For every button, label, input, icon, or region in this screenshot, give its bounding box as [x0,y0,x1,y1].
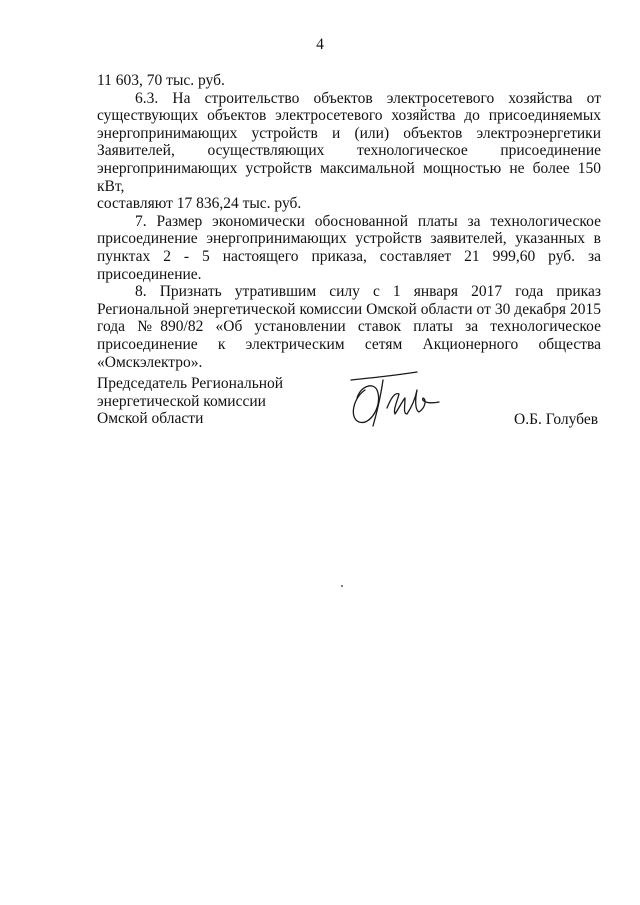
signer-title-line: Председатель Региональной [97,375,284,392]
signer-name: О.Б. Голубев [514,411,599,428]
handwritten-signature-icon [343,368,451,430]
paragraph-line: энергопринимающих устройств и (или) объектов электроэнергетики [97,124,601,142]
page-number: 4 [316,36,324,53]
document-body [97,72,601,371]
paragraph-line: 7. Размер экономически обоснованной платы за технологическое [135,212,601,230]
paragraph-line: 6.3. На строительство объектов электросетевого хозяйства от [135,89,601,107]
signer-title-line: энергетической комиссии [97,392,266,410]
signer-title [97,375,283,428]
paragraph-line: существующих объектов электросетевого хозяйства до присоединяемых [97,107,601,125]
paragraph-line: 8. Признать утратившим силу с 1 января 2017 года приказ [135,283,601,301]
paragraph-line: присоединение к электрическим сетям Акционерного общества [97,335,601,353]
paragraph-line: пунктах 2 - 5 настоящего приказа, составляет 21 999,60 руб. за [97,247,601,265]
paragraph-line: присоединение. [97,265,202,283]
paragraph-line: Заявителей, осуществляющих технологическое присоединение [97,142,601,160]
paragraph-line: «Омскэлектро». [97,353,203,371]
scan-speck [341,585,343,587]
paragraph-line: присоединение энергопринимающих устройств заявителей, указанных в [97,230,601,248]
paragraph-line: 11 603, 70 тыс. руб. [97,72,225,89]
paragraph-line: составляют 17 836,24 тыс. руб. [97,195,302,213]
signer-title-line: Омской области [97,410,204,428]
paragraph-line: Региональной энергетической комиссии Омской области от 30 декабря 2015 [97,300,601,318]
paragraph-line: года №890/82 «Об установлении ставок платы за технологическое [97,318,601,336]
paragraph-line: энергопринимающих устройств максимальной мощностью не более 150 кВт, [97,159,601,195]
